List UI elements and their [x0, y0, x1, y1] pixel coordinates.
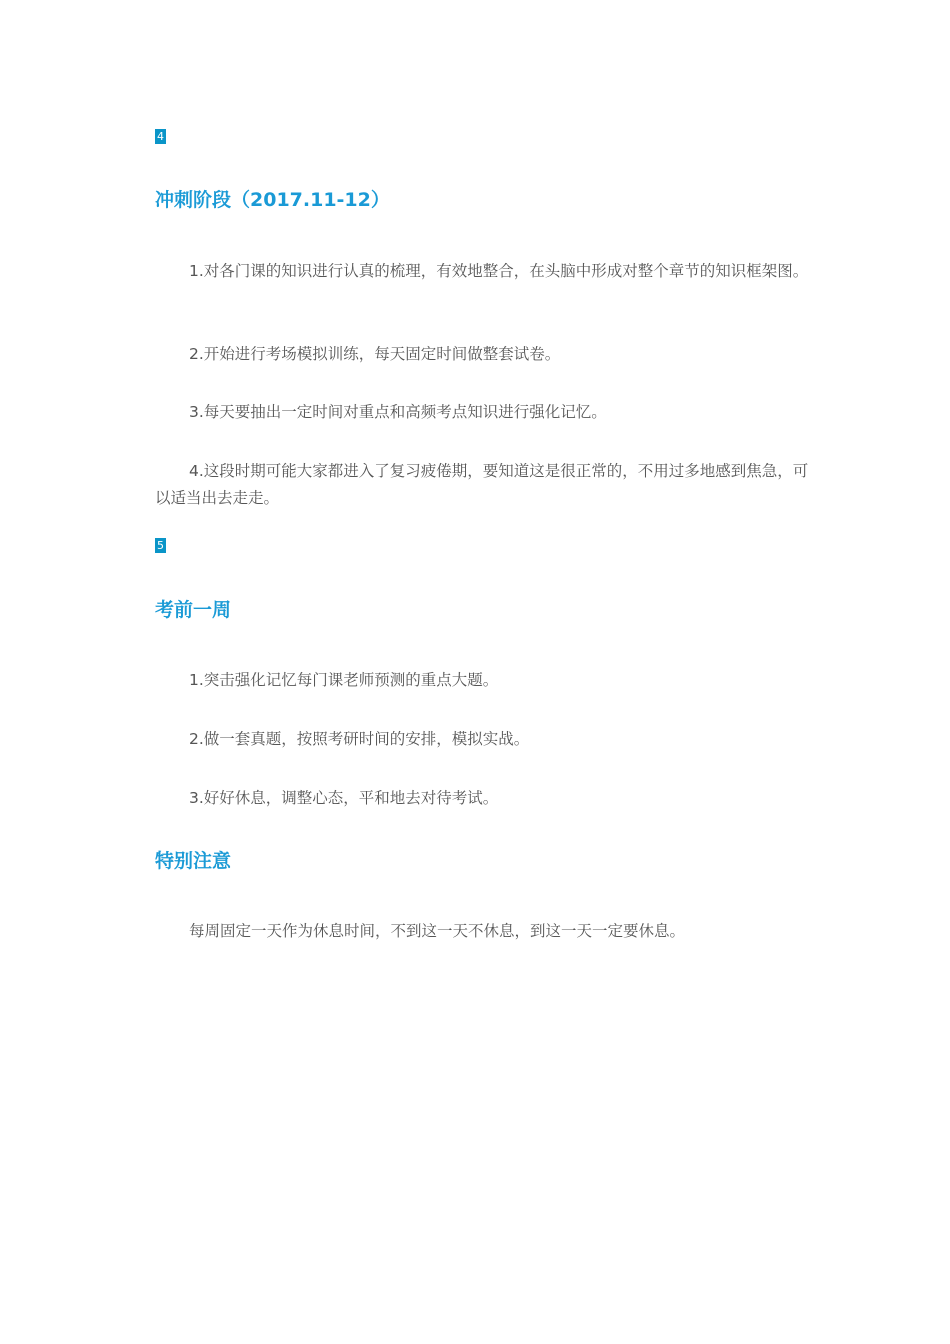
final-week-item-3: 3.好好休息，调整心态，平和地去对待考试。: [189, 789, 499, 807]
sprint-item-3: 3.每天要抽出一定时间对重点和高频考点知识进行强化记忆。: [189, 403, 607, 421]
final-week-item-2: 2.做一套真题，按照考研时间的安排，模拟实战。: [189, 730, 530, 748]
section-heading-special-note: 特别注意: [155, 850, 232, 872]
section-heading-sprint: 冲刺阶段（2017.11-12）: [155, 189, 390, 211]
section-heading-final-week: 考前一周: [155, 599, 232, 621]
section-number-badge: 5: [157, 539, 164, 552]
final-week-item-1: 1.突击强化记忆每门课老师预测的重点大题。: [189, 671, 499, 689]
special-note-item-1: 每周固定一天作为休息时间，不到这一天不休息，到这一天一定要休息。: [189, 922, 686, 940]
section-number-badge: 4: [157, 130, 164, 143]
sprint-item-4: 4.这段时期可能大家都进入了复习疲倦期，要知道这是很正常的，不用过多地感到焦急，可以适当出去走走。: [155, 462, 809, 507]
sprint-item-1: 1.对各门课的知识进行认真的梳理，有效地整合，在头脑中形成对整个章节的知识框架图。: [189, 262, 809, 280]
sprint-item-2: 2.开始进行考场模拟训练，每天固定时间做整套试卷。: [189, 345, 561, 363]
